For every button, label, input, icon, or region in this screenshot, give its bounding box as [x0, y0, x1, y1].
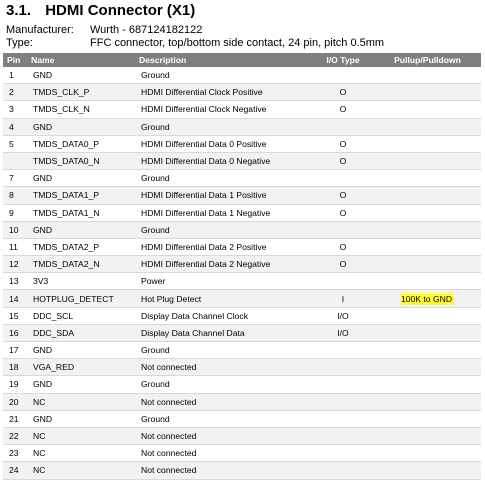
name-cell: VGA_RED: [27, 359, 135, 376]
pullup-cell: [374, 187, 481, 204]
table-row: [3, 393, 481, 410]
header-description: Description: [135, 53, 312, 67]
description-cell: HDMI Differential Clock Negative: [135, 101, 312, 118]
description-cell: Ground: [135, 376, 312, 393]
description-cell: HDMI Differential Data 1 Positive: [135, 187, 312, 204]
io-type-cell: [312, 462, 374, 479]
table-row: [3, 101, 481, 118]
io-type-cell: O: [312, 256, 374, 273]
name-cell: GND: [27, 221, 135, 238]
pullup-cell: [374, 238, 481, 255]
pullup-cell: [374, 67, 481, 84]
pin-cell: 22: [3, 427, 27, 444]
table-row: [3, 359, 481, 376]
table-row: [3, 324, 481, 341]
pullup-cell: [374, 445, 481, 462]
io-type-cell: I/O: [312, 307, 374, 324]
description-cell: HDMI Differential Data 2 Negative: [135, 256, 312, 273]
pin-cell: 23: [3, 445, 27, 462]
table-row: [3, 152, 481, 169]
description-cell: HDMI Differential Data 1 Negative: [135, 204, 312, 221]
pin-cell: 4: [3, 118, 27, 135]
type-line: [6, 37, 384, 49]
name-cell: TMDS_DATA1_P: [27, 187, 135, 204]
pullup-cell: [374, 342, 481, 359]
name-cell: HOTPLUG_DETECT: [27, 290, 135, 307]
io-type-cell: O: [312, 84, 374, 101]
table-row: [3, 307, 481, 324]
description-cell: Ground: [135, 170, 312, 187]
pin-cell: 2: [3, 84, 27, 101]
section-heading: [6, 2, 195, 19]
table-row: [3, 342, 481, 359]
header-name: Name: [27, 53, 135, 67]
io-type-cell: [312, 67, 374, 84]
description-cell: Not connected: [135, 462, 312, 479]
table-row: [3, 410, 481, 427]
table-row: [3, 445, 481, 462]
pin-cell: 11: [3, 238, 27, 255]
pullup-cell: [374, 84, 481, 101]
name-cell: GND: [27, 67, 135, 84]
pin-cell: 13: [3, 273, 27, 290]
pullup-cell: [374, 221, 481, 238]
pullup-cell: [374, 393, 481, 410]
table-header-row: [3, 53, 481, 67]
pin-cell: 8: [3, 187, 27, 204]
table-row: [3, 273, 481, 290]
pullup-cell: [374, 307, 481, 324]
table-row: [3, 221, 481, 238]
description-cell: Not connected: [135, 393, 312, 410]
type-label: Type:: [6, 37, 33, 49]
type-value: FFC connector, top/bottom side contact, 24 pin, pitch 0.5mm: [90, 37, 385, 49]
pullup-cell: [374, 376, 481, 393]
description-cell: Ground: [135, 221, 312, 238]
table-row: [3, 204, 481, 221]
io-type-cell: [312, 273, 374, 290]
io-type-cell: [312, 170, 374, 187]
table-row: [3, 67, 481, 84]
description-cell: Not connected: [135, 359, 312, 376]
name-cell: TMDS_DATA1_N: [27, 204, 135, 221]
name-cell: TMDS_CLK_N: [27, 101, 135, 118]
pullup-cell: [374, 324, 481, 341]
description-cell: HDMI Differential Clock Positive: [135, 84, 312, 101]
pin-cell: 1: [3, 67, 27, 84]
io-type-cell: O: [312, 101, 374, 118]
header-io-type: I/O Type: [312, 53, 374, 67]
pin-cell: 19: [3, 376, 27, 393]
pullup-cell: [374, 273, 481, 290]
name-cell: GND: [27, 376, 135, 393]
description-cell: HDMI Differential Data 0 Positive: [135, 135, 312, 152]
pin-cell: 24: [3, 462, 27, 479]
description-cell: HDMI Differential Data 2 Positive: [135, 238, 312, 255]
io-type-cell: I/O: [312, 324, 374, 341]
pullup-cell: [374, 152, 481, 169]
io-type-cell: [312, 393, 374, 410]
table-row: [3, 84, 481, 101]
pin-cell: 21: [3, 410, 27, 427]
table-row: [3, 462, 481, 479]
io-type-cell: O: [312, 187, 374, 204]
highlighted-pullup-text: 100K to GND: [400, 293, 453, 304]
io-type-cell: [312, 221, 374, 238]
manufacturer-value: Wurth - 687124182122: [90, 24, 203, 36]
description-cell: Ground: [135, 410, 312, 427]
table-row: [3, 256, 481, 273]
table-row: [3, 187, 481, 204]
pin-cell: 20: [3, 393, 27, 410]
table-row: [3, 135, 481, 152]
io-type-cell: [312, 410, 374, 427]
io-type-cell: [312, 342, 374, 359]
pin-cell: [3, 152, 27, 169]
table-row: [3, 376, 481, 393]
pullup-cell: [374, 204, 481, 221]
name-cell: TMDS_DATA0_N: [27, 152, 135, 169]
pullup-cell: [374, 256, 481, 273]
section-title: HDMI Connector (X1): [45, 2, 196, 19]
pin-cell: 16: [3, 324, 27, 341]
io-type-cell: O: [312, 152, 374, 169]
manufacturer-line: [6, 24, 202, 36]
pinout-table: [3, 53, 481, 480]
name-cell: NC: [27, 445, 135, 462]
pin-cell: 14: [3, 290, 27, 307]
description-cell: Not connected: [135, 445, 312, 462]
description-cell: Hot Plug Detect: [135, 290, 312, 307]
pullup-cell: [374, 462, 481, 479]
pin-cell: 9: [3, 204, 27, 221]
pin-cell: 7: [3, 170, 27, 187]
io-type-cell: O: [312, 204, 374, 221]
description-cell: Display Data Channel Data: [135, 324, 312, 341]
io-type-cell: [312, 359, 374, 376]
table-row: [3, 118, 481, 135]
io-type-cell: [312, 427, 374, 444]
name-cell: DDC_SCL: [27, 307, 135, 324]
table-row: [3, 170, 481, 187]
io-type-cell: [312, 118, 374, 135]
pin-cell: 12: [3, 256, 27, 273]
name-cell: GND: [27, 170, 135, 187]
pullup-cell: [374, 135, 481, 152]
pin-cell: 5: [3, 135, 27, 152]
description-cell: Not connected: [135, 427, 312, 444]
name-cell: NC: [27, 427, 135, 444]
name-cell: TMDS_CLK_P: [27, 84, 135, 101]
name-cell: NC: [27, 393, 135, 410]
description-cell: Ground: [135, 67, 312, 84]
manufacturer-label: Manufacturer:: [6, 24, 74, 36]
pin-cell: 10: [3, 221, 27, 238]
name-cell: TMDS_DATA2_P: [27, 238, 135, 255]
name-cell: TMDS_DATA0_P: [27, 135, 135, 152]
header-pullup: Pullup/Pulldown: [374, 53, 481, 67]
description-cell: Ground: [135, 342, 312, 359]
pin-cell: 18: [3, 359, 27, 376]
description-cell: Power: [135, 273, 312, 290]
pin-cell: 3: [3, 101, 27, 118]
name-cell: NC: [27, 462, 135, 479]
io-type-cell: I: [312, 290, 374, 307]
name-cell: GND: [27, 342, 135, 359]
name-cell: TMDS_DATA2_N: [27, 256, 135, 273]
pullup-cell: [374, 170, 481, 187]
description-cell: HDMI Differential Data 0 Negative: [135, 152, 312, 169]
pullup-cell: [374, 118, 481, 135]
pullup-cell: [374, 290, 481, 307]
table-row: [3, 290, 481, 307]
io-type-cell: [312, 445, 374, 462]
pullup-cell: [374, 359, 481, 376]
pin-cell: 17: [3, 342, 27, 359]
pullup-cell: [374, 101, 481, 118]
io-type-cell: O: [312, 238, 374, 255]
name-cell: 3V3: [27, 273, 135, 290]
name-cell: GND: [27, 410, 135, 427]
header-pin: Pin: [3, 53, 27, 67]
pullup-cell: [374, 410, 481, 427]
description-cell: Display Data Channel Clock: [135, 307, 312, 324]
io-type-cell: O: [312, 135, 374, 152]
name-cell: GND: [27, 118, 135, 135]
name-cell: DDC_SDA: [27, 324, 135, 341]
table-row: [3, 427, 481, 444]
table-row: [3, 238, 481, 255]
pullup-cell: [374, 427, 481, 444]
section-number: 3.1.: [6, 2, 32, 19]
description-cell: Ground: [135, 118, 312, 135]
io-type-cell: [312, 376, 374, 393]
pin-cell: 15: [3, 307, 27, 324]
